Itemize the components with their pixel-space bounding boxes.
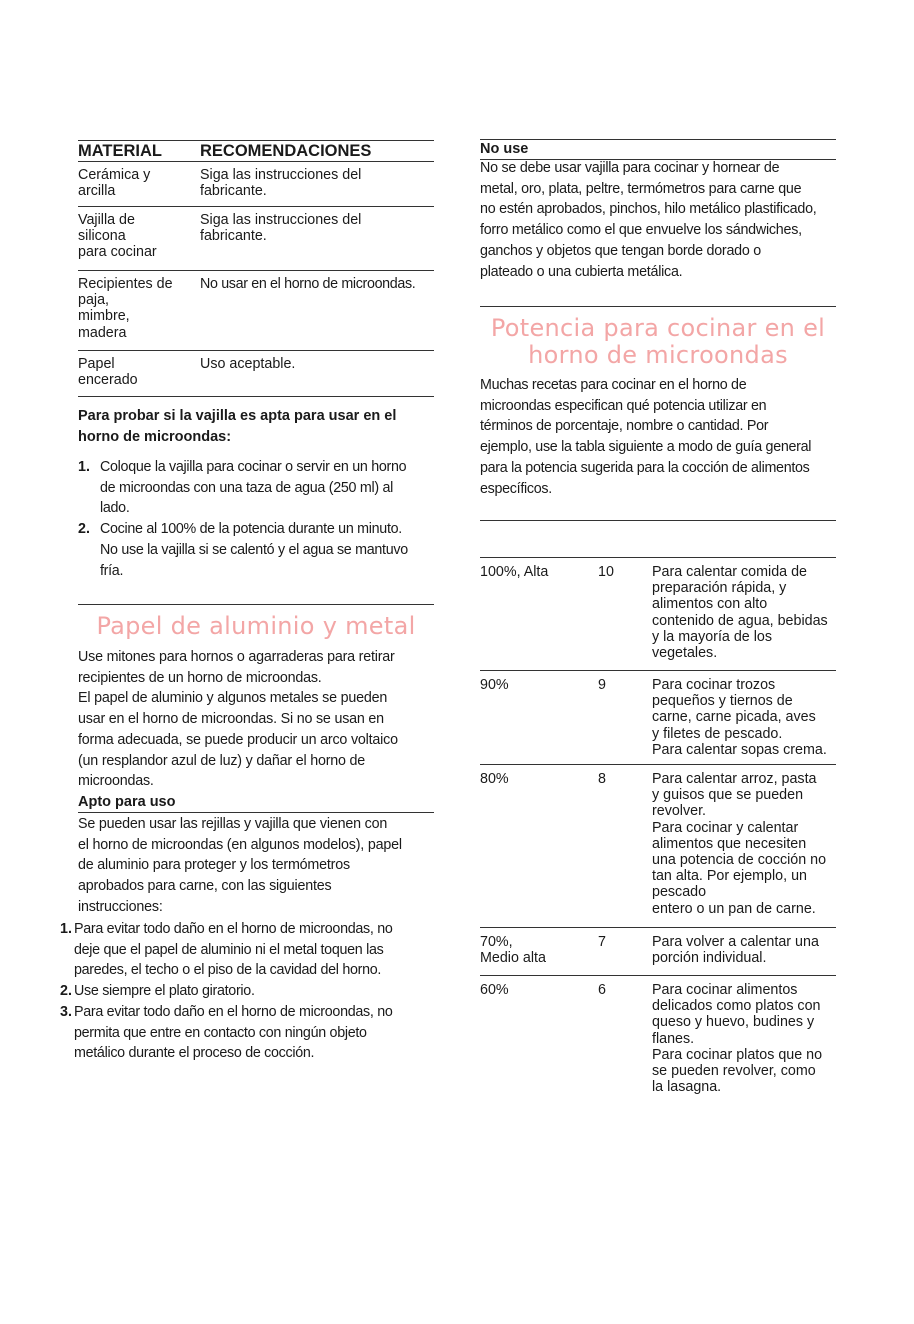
step-number: 1. <box>60 921 72 937</box>
power-section-title: Potencia para cocinar en el horno de microondas <box>490 314 826 369</box>
power-use-cell: Para calentar arroz, pasta y guisos que se pueden revolver. Para cocinar y calentar alimentos que necesiten una potencia de cocción no tan alta. Por ejemplo, un pescado entero o un pan de carne. <box>652 771 827 917</box>
section-divider <box>480 306 836 307</box>
step-text: Para evitar todo daño en el horno de microondas, no deje que el papel de aluminio ni el metal toquen las paredes, el techo o el piso de la cavidad del horno. <box>74 921 393 979</box>
table-row <box>480 975 836 1106</box>
apto-heading: Apto para uso <box>78 793 434 813</box>
list-item <box>78 519 434 581</box>
test-steps-list <box>78 457 434 581</box>
power-number-cell: 7 <box>598 934 606 950</box>
list-item <box>60 919 452 981</box>
material-cell: Papel encerado <box>78 356 138 389</box>
test-heading: Para probar si la vajilla es apta para usar en el horno de microondas: <box>78 408 397 445</box>
foil-intro: Use mitones para hornos o agarraderas para retirar recipientes de un horno de microondas. El papel de aluminio y algunos metales se pueden usar en el horno de microondas. Si no se usan en forma adecuada, se puede producir un arco voltaico (un resplandor azul de luz) y dañar el horno de microondas. <box>78 649 398 790</box>
materials-table-header <box>78 140 434 162</box>
power-use-cell: Para cocinar trozos pequeños y tiernos de carne, carne picada, aves y filetes de pescado. Para calentar sopas crema. <box>652 677 827 758</box>
power-use-cell: Para cocinar alimentos delicados como platos con queso y huevo, budines y flanes. Para cocinar platos que no se pueden revolver, como la lasagna. <box>652 982 823 1096</box>
power-number-cell: 9 <box>598 677 606 693</box>
power-use-cell: Para calentar comida de preparación rápida, y alimentos con alto contenido de agua, bebidas y la mayoría de los vegetales. <box>652 564 828 662</box>
table-top-rule <box>480 520 836 521</box>
table-row <box>480 670 836 764</box>
power-table <box>480 557 836 1106</box>
power-level-cell: 90% <box>480 677 509 693</box>
foil-section-title: Papel de aluminio y metal <box>96 612 416 640</box>
table-row <box>480 557 836 670</box>
section-divider <box>78 604 434 605</box>
power-number-cell: 6 <box>598 982 606 998</box>
step-number: 1. <box>78 459 90 475</box>
recommendation-cell: Siga las instrucciones del fabricante. <box>200 167 362 200</box>
step-number: 2. <box>78 521 90 538</box>
table-row <box>78 162 434 207</box>
step-text: Use siempre el plato giratorio. <box>74 983 255 1000</box>
material-cell: Vajilla de silicona para cocinar <box>78 212 157 261</box>
power-level-cell: 70%, Medio alta <box>480 934 546 967</box>
list-item <box>78 457 434 519</box>
step-number: 3. <box>60 1003 72 1020</box>
power-level-cell: 100%, Alta <box>480 564 549 580</box>
table-row <box>78 351 434 397</box>
materials-table <box>78 140 434 397</box>
table-row <box>480 764 836 927</box>
power-intro: Muchas recetas para cocinar en el horno de microondas especifican qué potencia utilizar en términos de porcentaje, nombre o cantidad. Por ejemplo, use la tabla siguiente a modo de guía general para la potencia sugerida para la cocción de alimentos específicos. <box>480 377 812 497</box>
material-cell: Recipientes de paja, mimbre, madera <box>78 276 173 341</box>
header-recommendations: RECOMENDACIONES <box>200 142 372 160</box>
recommendation-cell: Siga las instrucciones del fabricante. <box>200 212 362 245</box>
power-number-cell: 8 <box>598 771 606 787</box>
material-cell: Cerámica y arcilla <box>78 167 151 200</box>
step-text: Cocine al 100% de la potencia durante un minuto. No use la vajilla si se calentó y el agua se mantuvo fría. <box>100 521 408 579</box>
list-item <box>60 1002 452 1064</box>
step-number: 2. <box>60 983 72 1000</box>
table-row <box>480 927 836 975</box>
table-row <box>78 271 434 351</box>
recommendation-cell: No usar en el horno de microondas. <box>200 276 416 292</box>
recommendation-cell: Uso aceptable. <box>200 356 296 372</box>
power-use-cell: Para volver a calentar una porción individual. <box>652 934 819 967</box>
header-material: MATERIAL <box>78 142 163 160</box>
list-item <box>60 981 452 1002</box>
power-level-cell: 60% <box>480 982 509 998</box>
no-use-heading: No use <box>480 139 836 160</box>
power-number-cell: 10 <box>598 564 614 580</box>
table-row <box>78 207 434 271</box>
no-use-text: No se debe usar vajilla para cocinar y hornear de metal, oro, plata, peltre, termómetros para carne que no estén aprobados, pinchos, hilo metálico plastificado, forro metálico como el que envuelve los sándwiches, ganchos y objetos que tengan borde dorado o plateado o una cubierta metálica. <box>480 160 817 280</box>
step-text: Para evitar todo daño en el horno de microondas, no permita que entre en contacto con ningún objeto metálico durante el proceso de cocción. <box>74 1003 393 1062</box>
apto-text: Se pueden usar las rejillas y vajilla que vienen con el horno de microondas (en algunos modelos), papel de aluminio para proteger y los termómetros aprobados para carne, con las siguientes instrucciones: <box>78 816 402 915</box>
step-text: Coloque la vajilla para cocinar o servir en un horno de microondas con una taza de agua (250 ml) al lado. <box>100 459 407 517</box>
foil-steps-list <box>60 919 452 1064</box>
power-level-cell: 80% <box>480 771 509 787</box>
